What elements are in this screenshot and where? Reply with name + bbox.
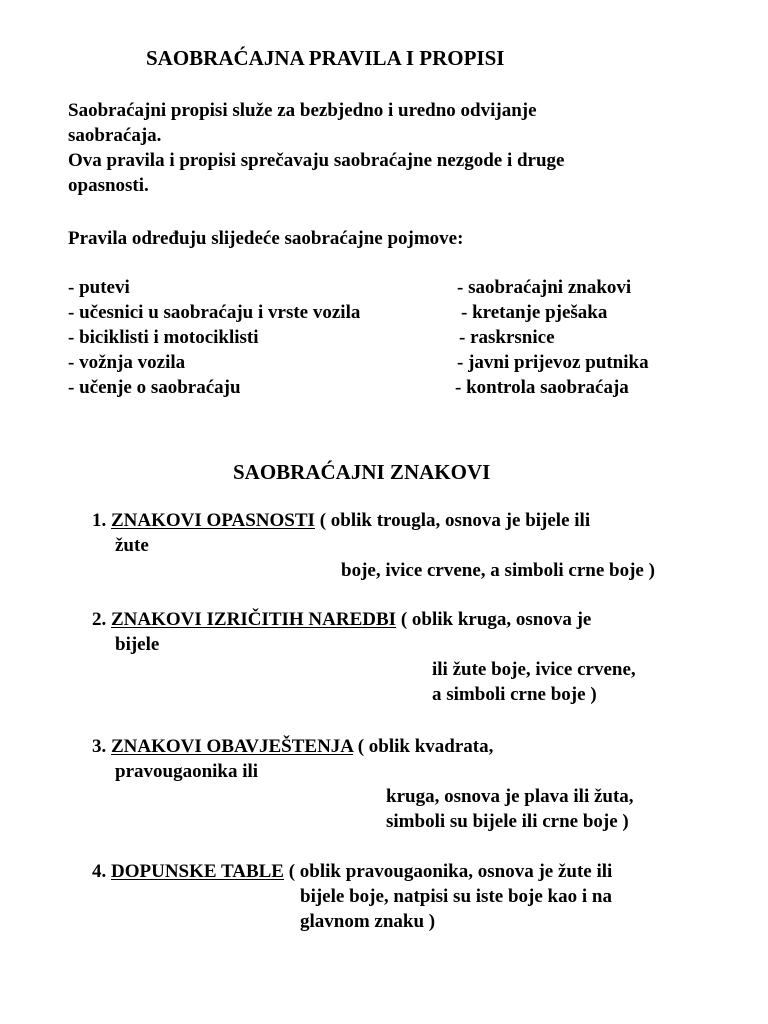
sign-description-cont: kruga, osnova je plava ili žuta, [386,786,634,807]
page-title: SAOBRAĆAJNA PRAVILA I PROPISI [146,46,505,70]
term-left: - putevi [68,277,130,298]
sign-description-cont: žute [115,535,149,556]
item-number: 2. [92,609,107,630]
sign-description: ( oblik pravougaonika, osnova je žute ili [283,861,613,882]
sign-item-1 [92,508,590,533]
sign-description-cont: bijele [115,634,160,655]
sign-item-4 [92,859,612,884]
term-left: - učesnici u saobraćaju i vrste vozila [68,302,361,323]
sign-description-cont: pravougaonika ili [115,761,259,782]
sign-item-2 [92,607,591,632]
term-left: - vožnja vozila [68,352,186,373]
intro-line: Ova pravila i propisi sprečavaju saobraćajne nezgode i druge [68,150,565,171]
item-number: 4. [92,861,107,882]
sign-category: ZNAKOVI OBAVJEŠTENJA [111,736,353,757]
sign-description-cont: glavnom znaku ) [300,911,436,932]
intro-line: Saobraćajni propisi služe za bezbjedno i uredno odvijanje [68,100,537,121]
sign-description-cont: simboli su bijele ili crne boje ) [386,811,629,832]
sign-description: ( oblik kvadrata, [352,736,494,757]
sign-item-3 [92,734,493,759]
term-right: - kretanje pješaka [461,302,608,323]
item-number: 1. [92,510,107,531]
terms-lead: Pravila određuju slijedeće saobraćajne pojmove: [68,228,464,249]
sign-description: ( oblik trougla, osnova je bijele ili [314,510,591,531]
section-title: SAOBRAĆAJNI ZNAKOVI [233,460,491,484]
term-right: - kontrola saobraćaja [455,377,629,398]
sign-description-cont: ili žute boje, ivice crvene, [432,659,636,680]
sign-description-cont: bijele boje, natpisi su iste boje kao i na [300,886,612,907]
sign-description: ( oblik kruga, osnova je [396,609,592,630]
term-right: - raskrsnice [459,327,555,348]
sign-category: ZNAKOVI IZRIČITIH NAREDBI [111,609,397,630]
sign-category: ZNAKOVI OPASNOSTI [111,510,315,531]
intro-line: opasnosti. [68,175,149,196]
term-left: - biciklisti i motociklisti [68,327,259,348]
item-number: 3. [92,736,107,757]
sign-description-cont: boje, ivice crvene, a simboli crne boje ) [341,560,655,581]
term-left: - učenje o saobraćaju [68,377,241,398]
sign-category: DOPUNSKE TABLE [111,861,284,882]
sign-description-cont: a simboli crne boje ) [432,684,597,705]
term-right: - saobraćajni znakovi [457,277,632,298]
term-right: - javni prijevoz putnika [457,352,649,373]
intro-line: saobraćaja. [68,125,162,146]
